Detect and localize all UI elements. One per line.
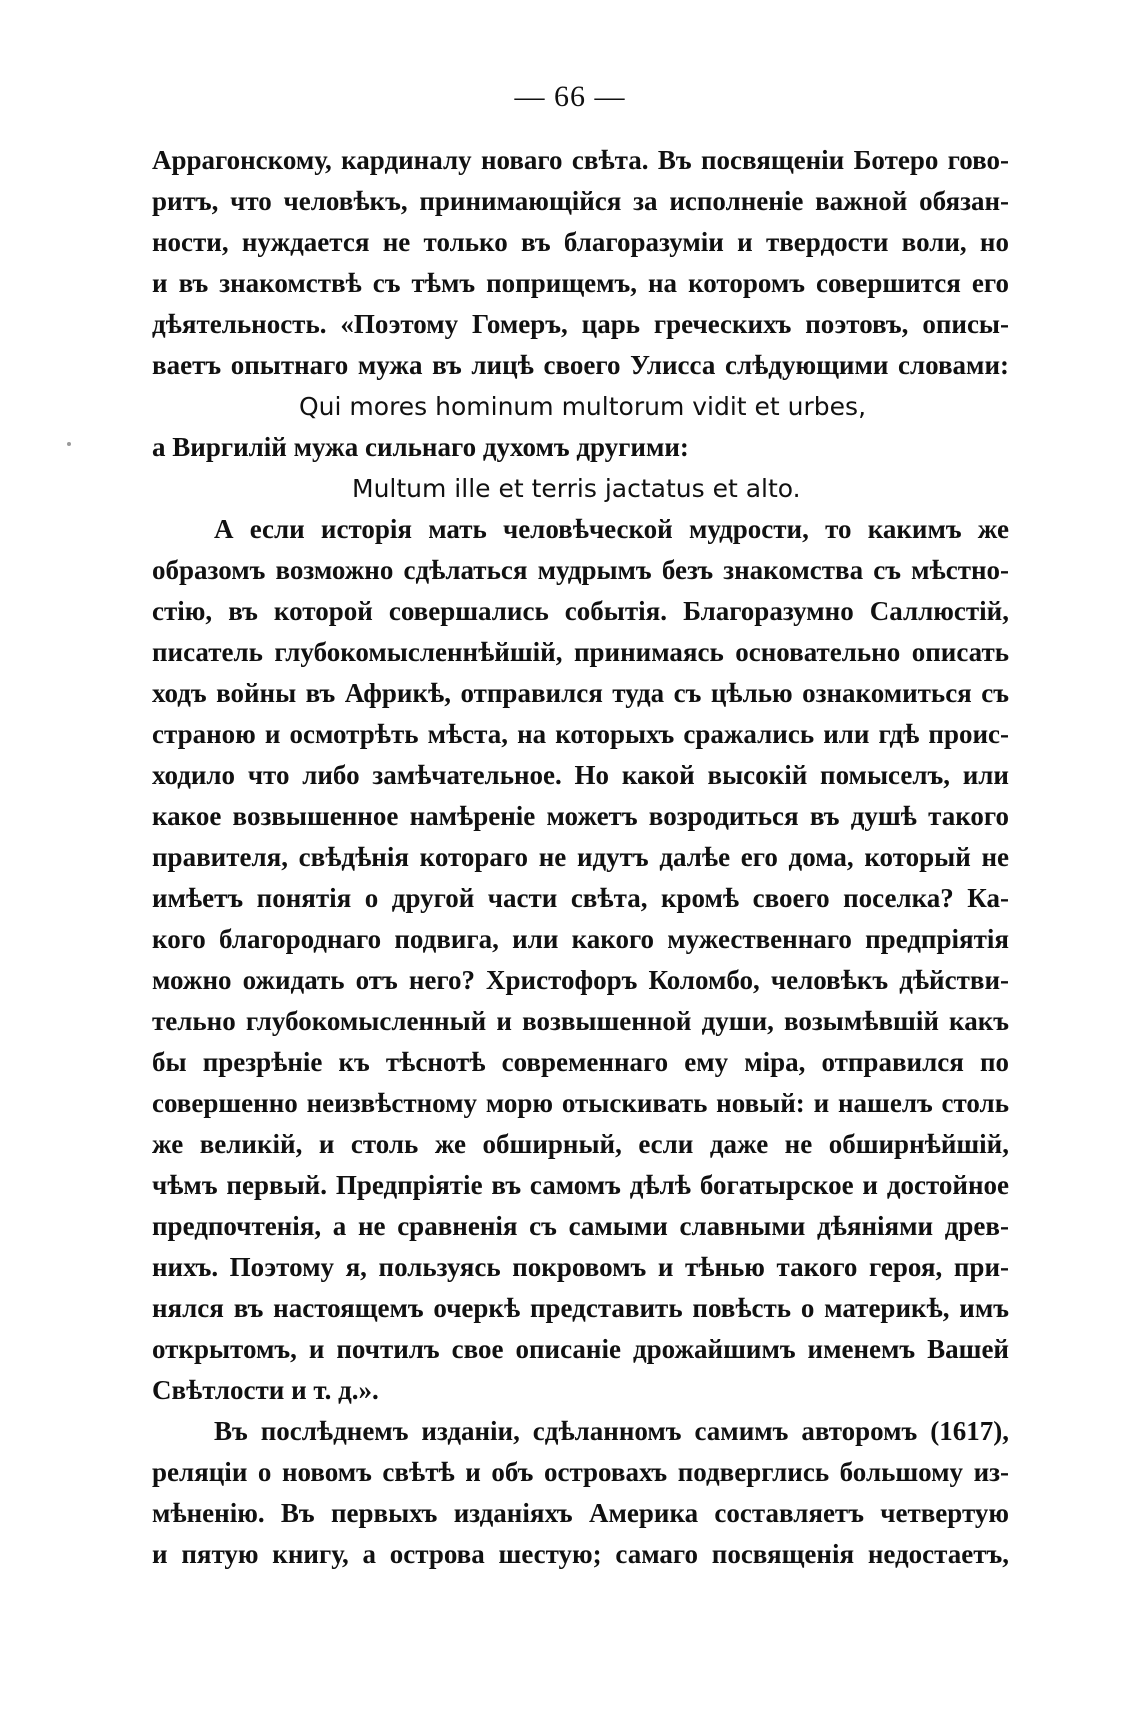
text-line: а Виргилій мужа сильнаго духомъ другими: xyxy=(152,432,689,462)
text-line: ходъ войны въ Африкѣ, отправился туда съ цѣлью ознакомиться съ xyxy=(152,678,1009,708)
text-line: тельно глубокомысленный и возвышенной души, возымѣвшій какъ xyxy=(152,1006,1009,1036)
text-line: предпочтенія, а не сравненія съ самыми славными дѣяніями древ- xyxy=(152,1211,1009,1241)
text-line: имѣетъ понятія о другой части свѣта, кромѣ своего поселка? Ка- xyxy=(152,883,1009,913)
text-line: ходило что либо замѣчательное. Но какой высокій помыселъ, или xyxy=(152,760,1009,790)
text-line: страною и осмотрѣть мѣста, на которыхъ сражались или гдѣ проис- xyxy=(152,719,1009,749)
text-line: стію, въ которой совершались событія. Благоразумно Саллюстій, xyxy=(152,596,1009,626)
text-line: можно ожидать отъ него? Христофоръ Коломбо, человѣкъ дѣйстви- xyxy=(152,965,1009,995)
text-line: нялся въ настоящемъ очеркѣ представить повѣсть о материкѣ, имъ xyxy=(152,1293,1009,1323)
text-line: дѣятельность. «Поэтому Гомеръ, царь греческихъ поэтовъ, описы- xyxy=(152,309,1009,339)
text-line: ности, нуждается не только въ благоразуміи и твердости воли, но xyxy=(152,227,1009,257)
latin-quote: Multum ille et terris jactatus et alto. xyxy=(352,474,801,503)
latin-quote: Qui mores hominum multorum vidit et urbes, xyxy=(299,392,867,421)
text-line: правителя, свѣдѣнія котораго не идутъ далѣе его дома, который не xyxy=(152,842,1009,872)
text-line: чѣмъ первый. Предпріятіе въ самомъ дѣлѣ богатырское и достойное xyxy=(152,1170,1009,1200)
text-line: мѣненію. Въ первыхъ изданіяхъ Америка составляетъ четвертую xyxy=(152,1498,1009,1528)
text-line: какое возвышенное намѣреніе можетъ возродиться въ душѣ такого xyxy=(152,801,1009,831)
text-line: и въ знакомствѣ съ тѣмъ поприщемъ, на которомъ совершится его xyxy=(152,268,1009,298)
text-line: нихъ. Поэтому я, пользуясь покровомъ и тѣнью такого героя, при- xyxy=(152,1252,1009,1282)
page-number: — 66 — xyxy=(514,80,626,113)
text-line: ваетъ опытнаго мужа въ лицѣ своего Улисса слѣдующими словами: xyxy=(152,350,1009,380)
text-line: Аррагонскому, кардиналу новаго свѣта. Въ посвященіи Ботеро гово- xyxy=(152,145,1009,175)
text-line: кого благороднаго подвига, или какого мужественнаго предпріятія xyxy=(152,924,1009,954)
text-line: бы презрѣніе къ тѣснотѣ современнаго ему міра, отправился по xyxy=(152,1047,1009,1077)
body-text xyxy=(152,140,1009,1575)
text-line: открытомъ, и почтилъ свое описаніе дрожайшимъ именемъ Вашей xyxy=(152,1334,1009,1364)
text-line: и пятую книгу, а острова шестую; самаго посвященія недостаетъ, xyxy=(152,1539,1009,1569)
text-line: совершенно неизвѣстному морю отыскивать новый: и нашелъ столь xyxy=(152,1088,1009,1118)
paragraph-first-line: Въ послѣднемъ изданіи, сдѣланномъ самимъ авторомъ (1617), xyxy=(214,1416,1009,1446)
text-line: реляціи о новомъ свѣтѣ и объ островахъ подверглись большому из- xyxy=(152,1457,1009,1487)
text-line: писатель глубокомысленнѣйшій, принимаясь основательно описать xyxy=(152,637,1009,667)
paragraph-last-line: Свѣтлости и т. д.». xyxy=(152,1375,379,1405)
text-line: образомъ возможно сдѣлаться мудрымъ безъ знакомства съ мѣстно- xyxy=(152,555,1009,585)
text-line: ритъ, что человѣкъ, принимающійся за исполненіе важной обязан- xyxy=(152,186,1009,216)
paragraph-first-line: А если исторія мать человѣческой мудрости, то какимъ же xyxy=(214,514,1009,544)
text-line: же великій, и столь же обширный, если даже не обширнѣйшій, xyxy=(152,1129,1009,1159)
scan-speck xyxy=(67,442,71,446)
